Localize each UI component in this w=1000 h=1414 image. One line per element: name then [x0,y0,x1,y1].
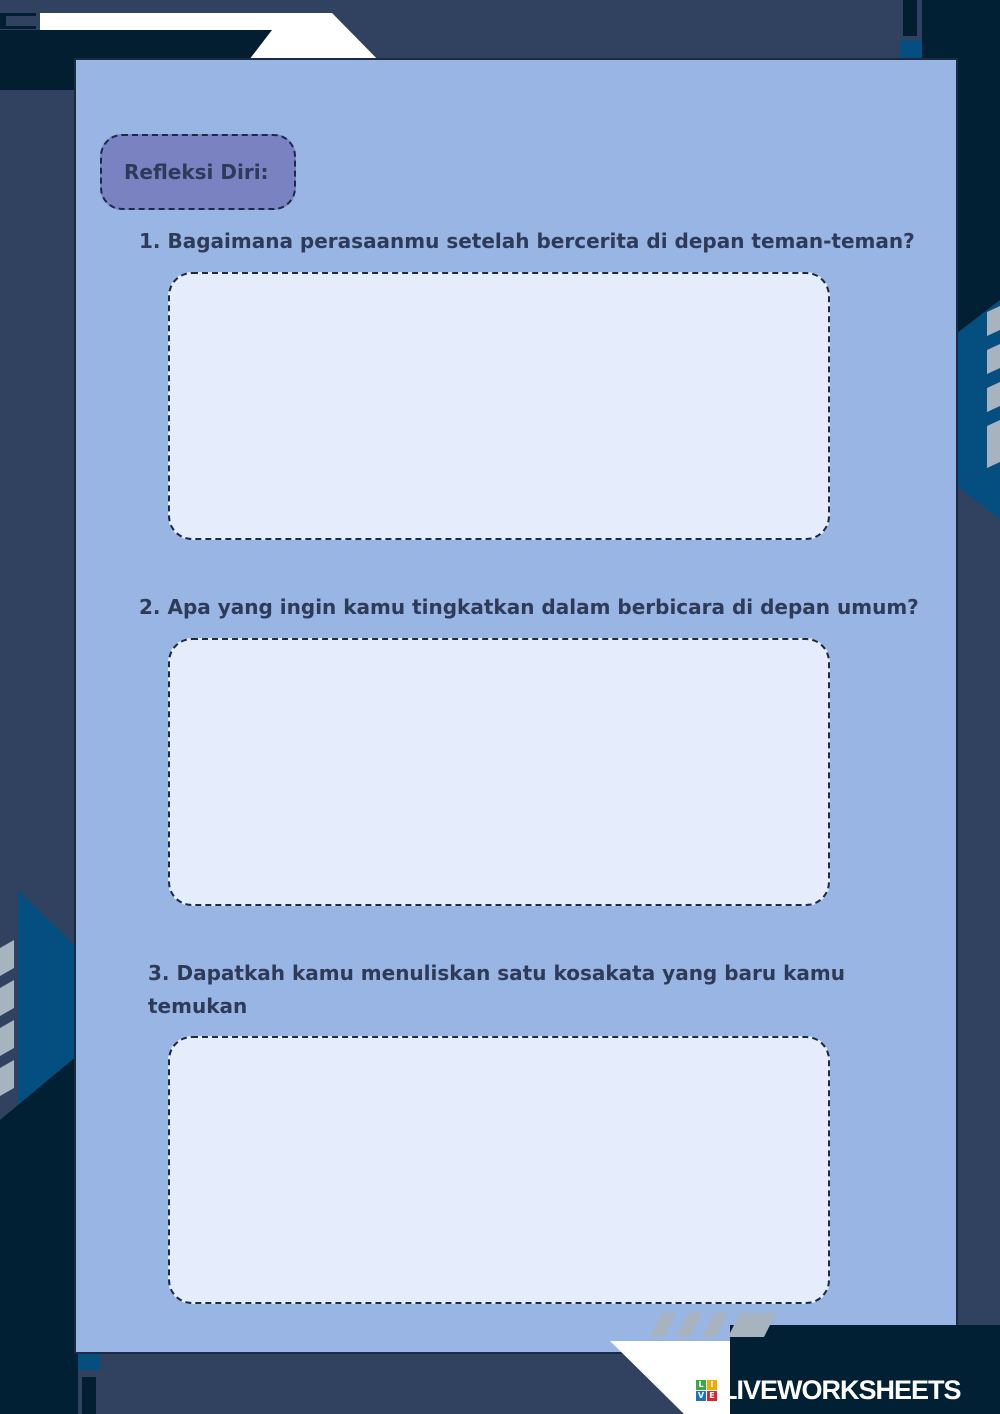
logo-letter-v: V [697,1390,705,1400]
question-2: 2. Apa yang ingin kamu tingkatkan dalam berbicara di depan umum? [139,595,919,619]
answer-box-3[interactable] [168,1036,830,1304]
liveworksheets-logo [696,1376,961,1404]
logo-letter-i: I [707,1380,717,1390]
question-1: 1. Bagaimana perasaanmu setelah bercerita di depan teman-teman? [139,229,915,253]
logo-letter-e: E [707,1391,717,1401]
answer-box-2[interactable] [168,638,830,906]
logo-letter-l: L [696,1380,706,1390]
answer-box-1[interactable] [168,272,830,540]
logo-mark-icon [696,1380,717,1401]
reflection-title: Refleksi Diri: [124,160,269,184]
brand-name: LIVEWORKSHEETS [721,1374,961,1405]
question-3: 3. Dapatkah kamu menuliskan satu kosakata yang baru kamu temukan [148,961,845,1018]
reflection-badge [100,134,296,210]
